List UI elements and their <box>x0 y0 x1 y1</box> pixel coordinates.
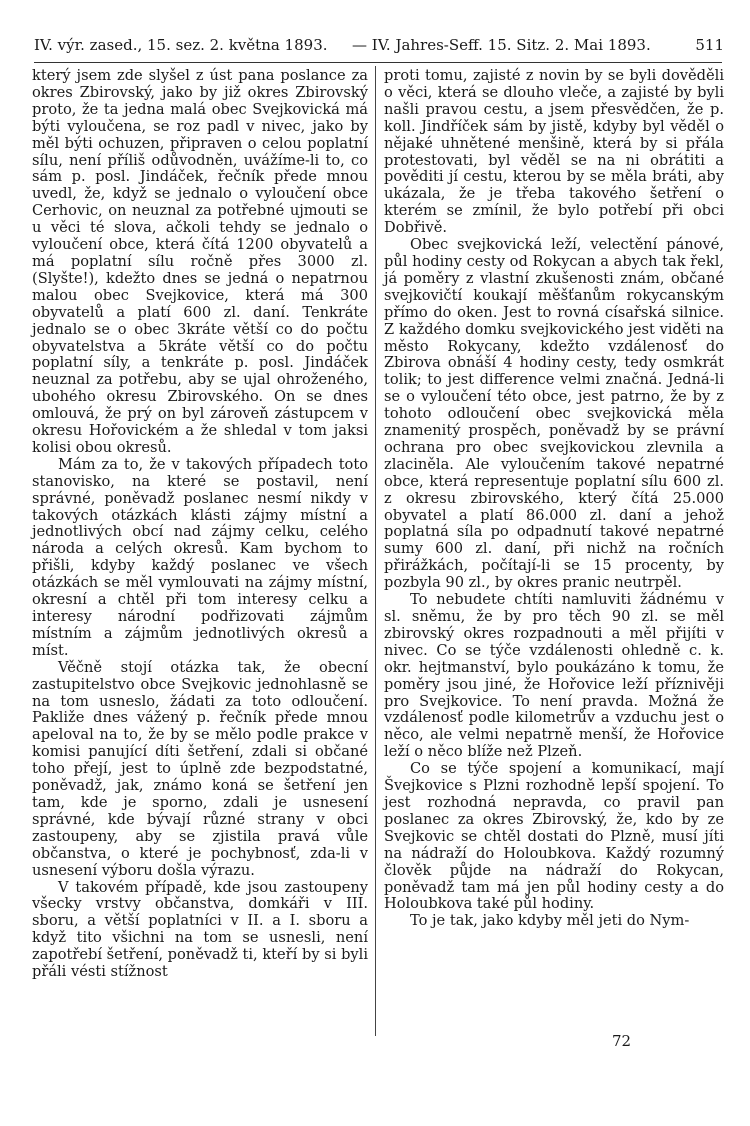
column-divider <box>375 66 376 1036</box>
paragraph: V takovém případě, kde jsou zastoupeny všecky vrstvy občanstva, domkáři v III. sboru, a větší poplatníci v II. a I. sboru a když tito všichni na tom se usnesli, není zapotřebí šetření, poněvadž ti, kteří by si byli přáli vésti stížnost <box>32 878 368 981</box>
paragraph: Co se týče spojení a komunikací, mají Švejkovice s Plzni rozhodně lepší spojení. To jest rozhodná nepravda, co pravil pan poslanec za okres Zbirovský, že, kdo by ze Svejkovic se chtěl dostati do Plzně, musí jíti na nádraží do Holoubkova. Každý rozumný člověk půjde na nádraží do Rokycan, poněvadž tam má jen půl hodiny cesty a do Holoubkova také půl hodiny. <box>384 760 724 913</box>
left-column <box>32 68 368 981</box>
page-number: 511 <box>695 36 724 54</box>
paragraph: Mám za to, že v takových případech toto stanovisko, na které se postavil, není správné, poněvadž poslanec nesmí nikdy v takových otázkách klásti zájmy místní a jednotlivých obcí nad zájmy celku, celého národa a celých okresů. Kam bychom to přišli, kdyby každý poslanec ve všech otázkách se měl vymlouvati na zájmy místní, okresní a chtěl při tom interesy celku a interesy národní podřizovati zájmům místním a zájmům jednotlivých okresů a míst. <box>32 455 368 659</box>
paragraph: To je tak, jako kdyby měl jeti do Nym- <box>410 912 690 930</box>
paragraph: proti tomu, zajisté z novin by se byli dověděli o věci, která se dlouho vleče, a zajisté by byli našli pravou cestu, a jsem přesvědčen, že p. koll. Jindříček sám by jistě, kdyby byl věděl o nějaké uhnětené menšině, která by si přála protestovati, byl věděl se na ni obrátiti a pověditi jí cestu, kterou by se měla bráti, aby ukázala, že je třeba takového šetření o kterém se zmínil, že bylo potřebí při obci Dobřivě. <box>384 67 724 237</box>
paragraph: Věčně stojí otázka tak, že obecní zastupitelstvo obce Svejkovic jednohlasně se na tom usneslo, žádati za toto odloučení. Pakliže dnes vážený p. řečník přede mnou apeloval na to, že by se mělo podle prakce v komisi panující díti šetření, zdali si občané toho přejí, jest to úplně zde bezpodstatné, poněvadž, jak, známo koná se šetření jen tam, kde je sporno, zdali je usnesení správné, kde bývají různé strany v obci zastoupeny, aby se zjistila pravá vůle občanstva, o které je pochybnosť, zda-li v usnesení výboru došla výrazu. <box>32 658 368 879</box>
signature-mark: 72 <box>612 1032 632 1050</box>
paragraph: To nebudete chtíti namluviti žádnému v sl. sněmu, že by pro těch 90 zl. se měl zbirovský okres rozpadnouti a měl přijíti v nivec. Co se týče vzdálenosti ohledně c. k. okr. hejtmanství, bylo poukázáno k tomu, že poměry jsou jiné, že Hořovice leží příznivěji pro Svejkovice. To není pravda. Možná že vzdálenosť podle kilometrův a vzduchu jest o něco, ale velmi nepatrně menší, že Hořovice leží o něco blíže než Plzeň. <box>384 591 724 761</box>
header-czech: IV. výr. zased., 15. sez. 2. května 1893. <box>34 36 328 54</box>
right-column <box>384 68 724 930</box>
paragraph: který jsem zde slyšel z úst pana poslance za okres Zbirovský, jako by již okres Zbirovský proto, že ta jedna malá obec Svejkovická má býti vyloučena, se roz padl v nivec, jako by měl býti ochuzen, připraven o celou poplatní sílu, není příliš odůvodněn, uvážíme-li to, co sám p. posl. Jindáček, řečník přede mnou uvedl, že, když se jednalo o vyloučení obce Cerhovic, on neuznal za potřebné ujmouti se u věci té slova, ačkoli tehdy se jednalo o vyloučení obce, která čítá 1200 obyvatelů a má poplatní sílu ročně přes 3000 zl. (Slyšte!), kdežto dnes se jedná o nepatrnou malou obec Svejkovice, která má 300 obyvatelů a platí 600 zl. daní. Tenkráte jednalo se o obec 3kráte větší co do počtu obyvatelstva a 5kráte větší co do počtu poplatní síly, a tenkráte p. posl. Jindáček neuznal za potřebu, aby se ujal ohroženého, ubohého okresu Zbirovského. On se dnes omlouvá, že prý on byl zároveň zástupcem v okresu Hořovickém a že shledal v tom jaksi kolisi obou okresů. <box>32 67 368 456</box>
header-german: — IV. Jahres-Seff. 15. Sitz. 2. Mai 1893. <box>352 36 651 54</box>
paragraph: Obec svejkovická leží, velectění pánové, půl hodiny cesty od Rokycan a abych tak řekl, já poměry z vlastní zkušenosti znám, občané svejkovičtí koukají měšťanům rokycanským přímo do oken. Jest to rovná císařská silnice. Z každého domku svejkovického jest viděti na město Rokycany, kdežto vzdálenosť do Zbirova obnáší 4 hodiny cesty, tedy osmkrát tolik; to jest difference velmi značná. Jedná-li se o vyloučení této obce, jest patrno, že by z tohoto odloučení obec svejkovická měla znamenitý prospěch, poněvadž by se právní ochrana pro obec svejkovickou zlevnila a zlaciněla. Ale vyloučením takové nepatrné obce, která representuje poplatní sílu 600 zl. z okresu zbirovského, který čítá 25.000 obyvatel a platí 86.000 zl. daní a jehož poplatná síla po odpadnutí takové nepatrné sumy 600 zl. daní, při nichž na ročních přirážkách, počítají-li se 15 procenty, by pozbyla 90 zl., by okres pranic neutrpěl. <box>384 236 724 592</box>
header-rule <box>34 62 722 63</box>
running-header <box>34 36 724 60</box>
